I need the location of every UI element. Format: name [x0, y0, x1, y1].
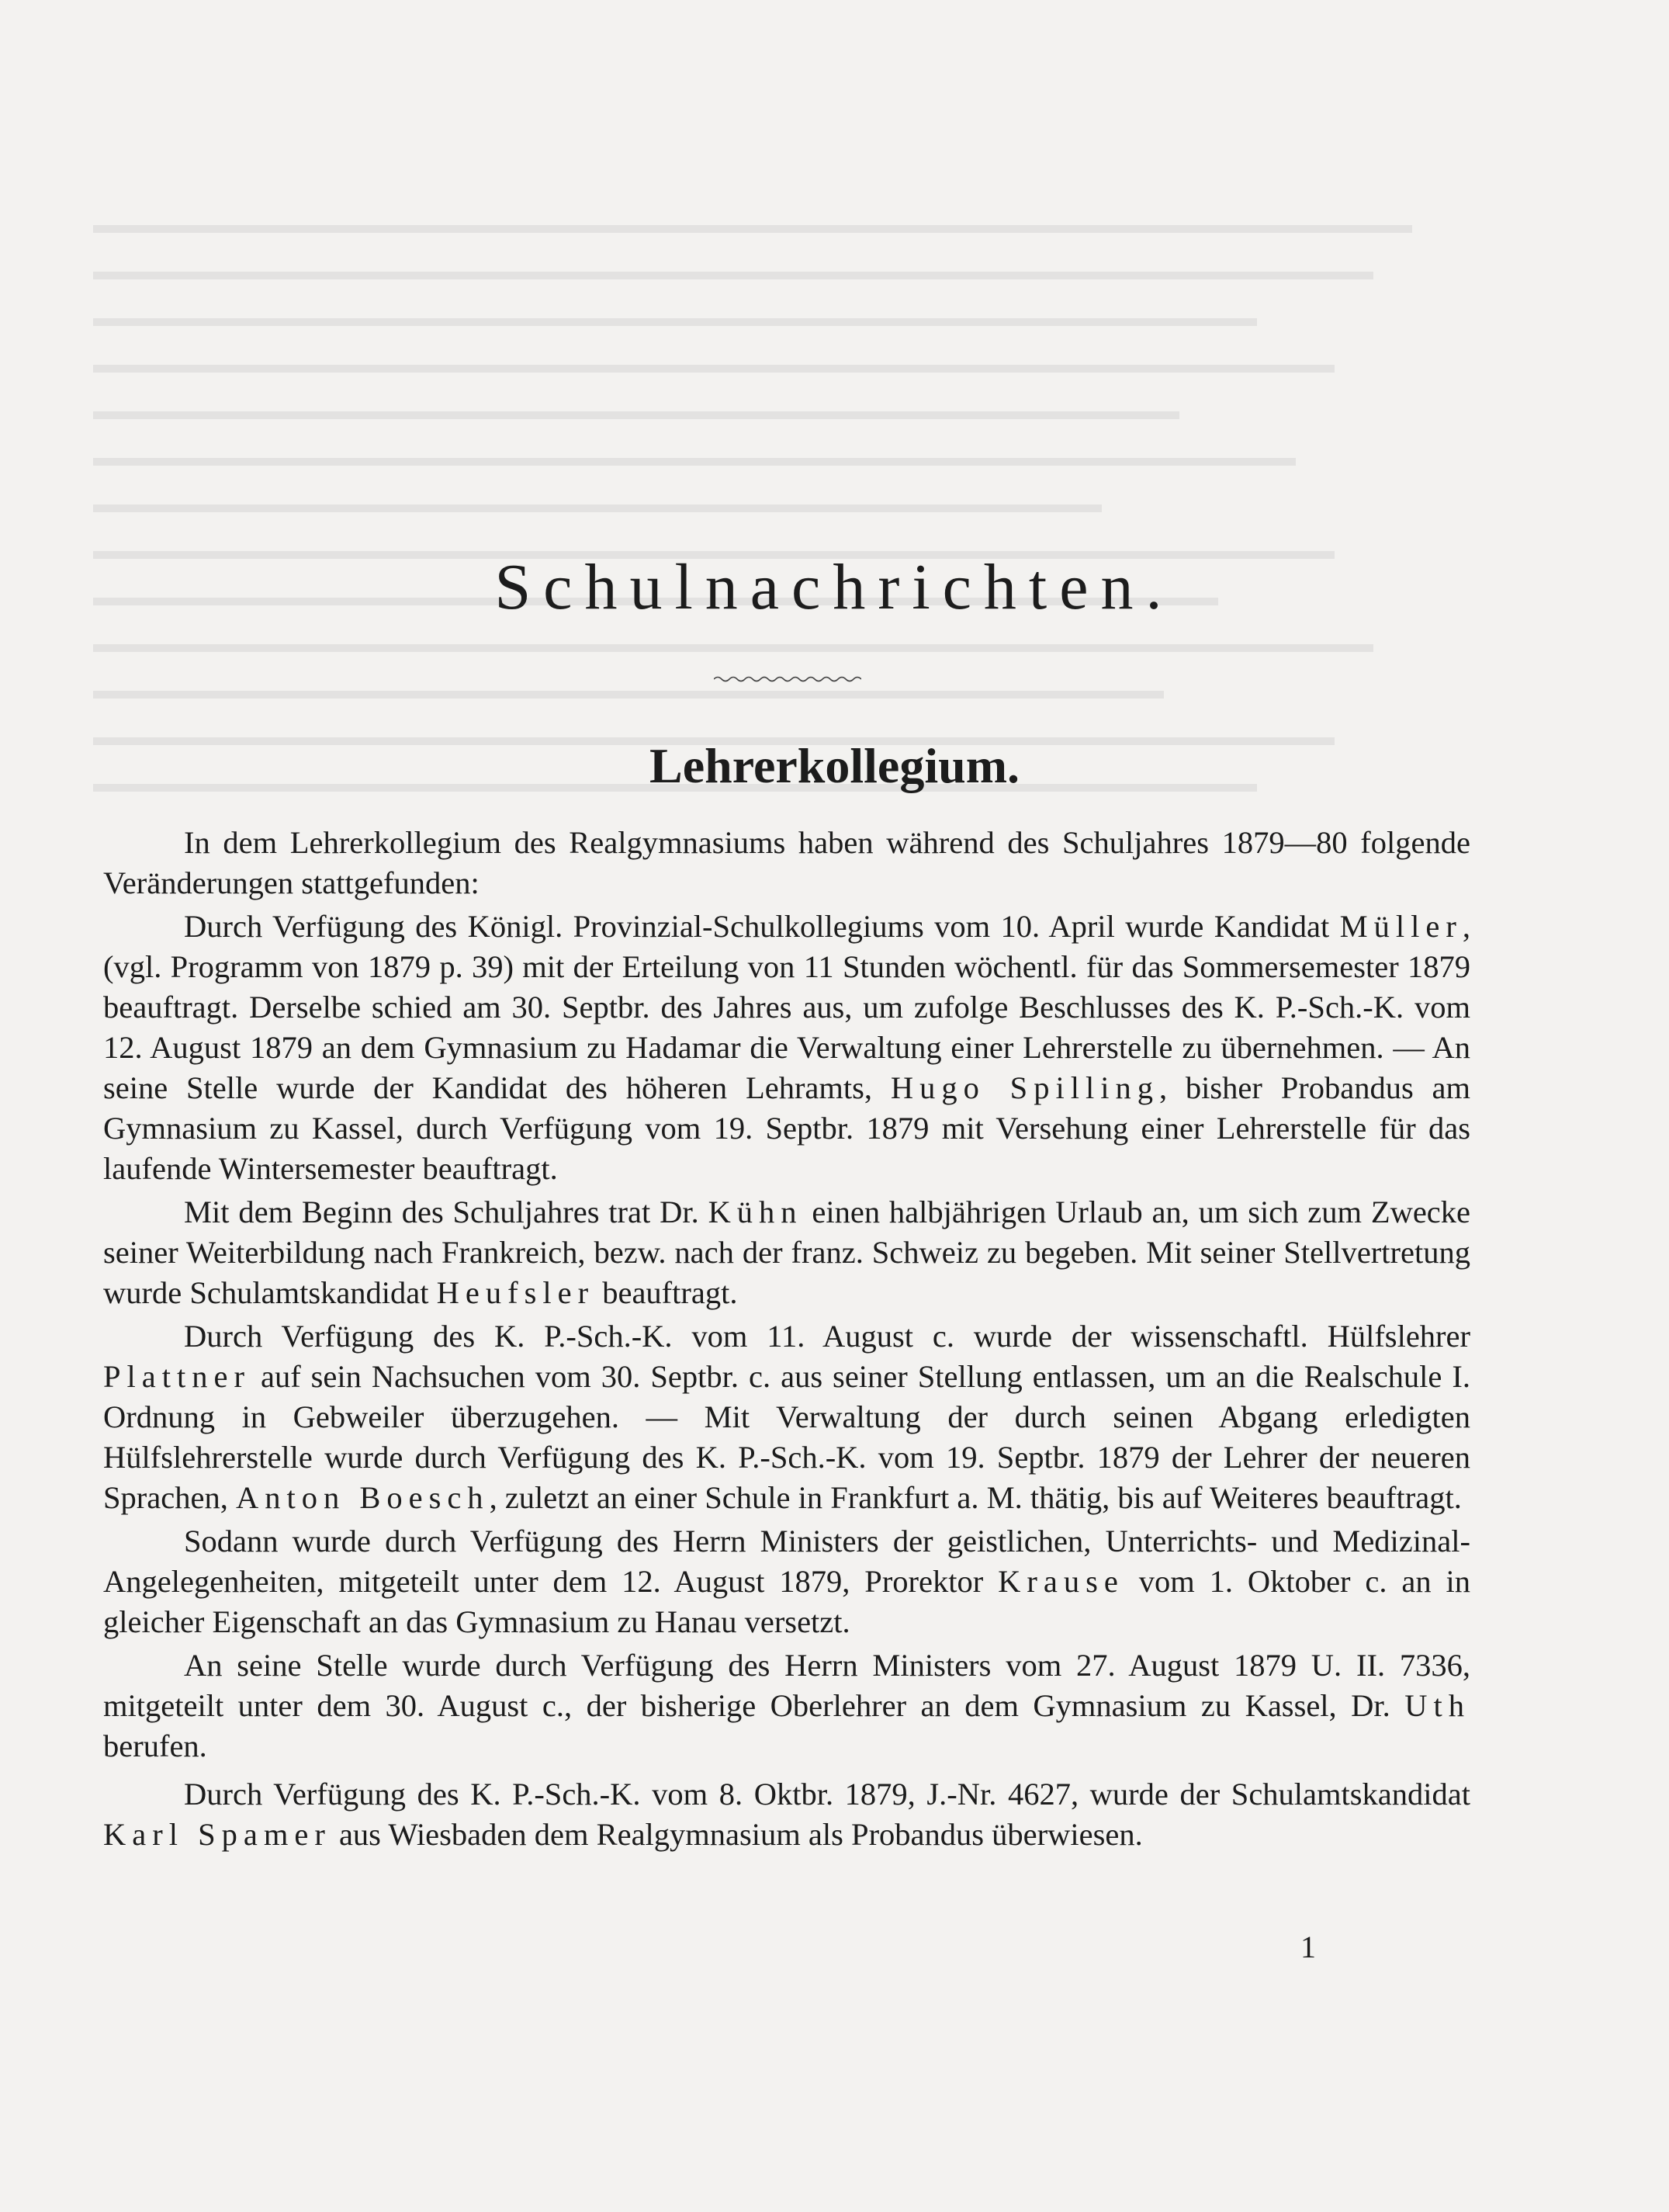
text-run: einen halbjährigen Urlaub an, um sich zum Zwecke seiner Weiterbildung nach Frankreich, bezw. nach der franz. Schweiz zu begeben. Mit seiner Stellvertretung wurde Schulamtskandidat: [103, 1194, 1470, 1310]
paragraph-p6: [103, 1645, 1470, 1766]
spaced-name: Plattner: [103, 1359, 251, 1394]
body-text: [103, 823, 1470, 1858]
text-run: aus Wiesbaden dem Realgymnasium als Probandus überwiesen.: [331, 1817, 1143, 1852]
text-run: Sodann wurde durch Verfügung des Herrn Ministers der geistlichen, Unterrichts- und Medizinal-Angelegenheiten, mitgeteilt unter dem 12. August 1879, Prorektor: [103, 1524, 1470, 1599]
paragraph-p1: [103, 823, 1470, 903]
spaced-name: Kühn: [708, 1194, 803, 1229]
text-run: In dem Lehrerkollegium des Realgymnasiums haben während des Schuljahres 1879—80 folgende Veränderungen stattgefunden:: [103, 825, 1470, 900]
spaced-name: Anton Boesch: [235, 1480, 490, 1515]
bleed-through-texture: [78, 202, 1443, 823]
spaced-name: Heufsler: [436, 1275, 595, 1310]
spaced-name: Uth: [1404, 1688, 1470, 1723]
text-run: vom 1. Oktober c. an in gleicher Eigenschaft an das Gymnasium zu Hanau versetzt.: [103, 1564, 1470, 1639]
page-number: 1: [1300, 1929, 1316, 1964]
spaced-name: Krause: [998, 1564, 1124, 1599]
text-run: , zuletzt an einer Schule in Frankfurt a. M. thätig, bis auf Weiteres beauftragt.: [489, 1480, 1462, 1515]
spaced-name: Karl Spamer: [103, 1817, 331, 1852]
page-title: Schulnachrichten.: [494, 551, 1175, 623]
paragraph-p5: [103, 1521, 1470, 1642]
paragraph-p3: [103, 1192, 1470, 1313]
text-run: Durch Verfügung des K. P.-Sch.-K. vom 11. August c. wurde der wissenschaftl. Hülfslehrer: [184, 1319, 1470, 1354]
text-run: berufen.: [103, 1728, 207, 1763]
paragraph-p2: [103, 907, 1470, 1189]
text-run: Mit dem Beginn des Schuljahres trat Dr.: [184, 1194, 708, 1229]
paragraph-p4: [103, 1316, 1470, 1518]
section-heading: Lehrerkollegium.: [649, 738, 1020, 793]
text-run: Durch Verfügung des K. P.-Sch.-K. vom 8. Oktbr. 1879, J.-Nr. 4627, wurde der Schulamtskandidat: [184, 1777, 1470, 1812]
text-run: An seine Stelle wurde durch Verfügung des Herrn Ministers vom 27. August 1879 U. II. 7336, mitgeteilt unter dem 30. August c., der bisherige Oberlehrer an dem Gymnasium zu Kassel, Dr.: [103, 1648, 1470, 1723]
text-run: , (vgl. Programm von 1879 p. 39) mit der Erteilung von 11 Stunden wöchentl. für das Sommersemester 1879 beauftragt. Derselbe schied am 30. Septbr. des Jahres aus, um zufolge Beschlusses des K. P.-Sch.-K. vom 12. August 1879 an dem Gymnasium zu Hadamar die Verwaltung einer Lehrerstelle zu übernehmen. — An seine Stelle wurde der Kandidat des höheren Lehramts,: [103, 909, 1470, 1105]
paragraph-p7: [103, 1774, 1470, 1855]
spaced-name: Müller: [1339, 909, 1463, 944]
spaced-name: Hugo Spilling: [890, 1070, 1159, 1105]
text-run: beauftragt.: [594, 1275, 738, 1310]
text-run: Durch Verfügung des Königl. Provinzial-Schulkollegiums vom 10. April wurde Kandidat: [184, 909, 1340, 944]
text-run: auf sein Nachsuchen vom 30. Septbr. c. aus seiner Stellung entlassen, um an die Realschule I. Ordnung in Gebweiler überzugehen. — Mit Verwaltung der durch seinen Abgang erledigten Hülfslehrerstelle wurde durch Verfügung des K. P.-Sch.-K. vom 19. Septbr. 1879 der Lehrer der neueren Sprachen,: [103, 1359, 1470, 1515]
title-ornament: [714, 674, 861, 685]
text-run: , bisher Probandus am Gymnasium zu Kassel, durch Verfügung vom 19. Septbr. 1879 mit Versehung einer Lehrerstelle für das laufende Wintersemester beauftragt.: [103, 1070, 1470, 1186]
